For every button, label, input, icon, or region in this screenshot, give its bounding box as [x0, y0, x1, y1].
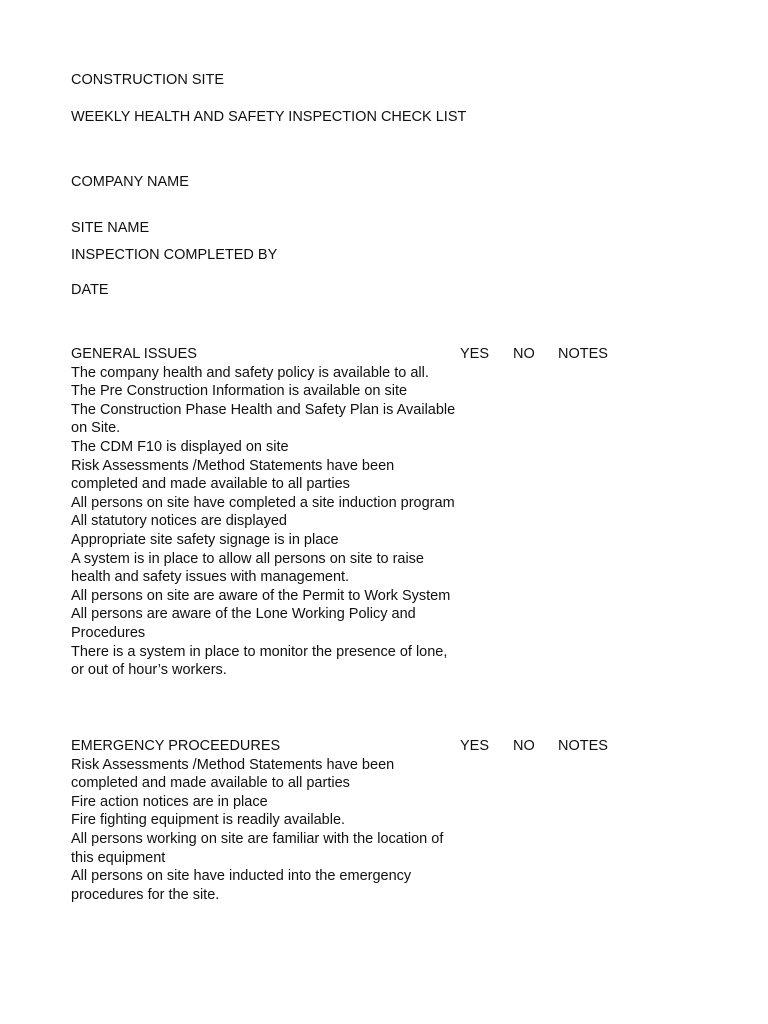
checklist-item: There is a system in place to monitor the presence of lone, or out of hour’s workers. [71, 643, 448, 679]
section-header [71, 345, 671, 364]
checklist-item: The Construction Phase Health and Safety Plan is Available on Site. [71, 401, 456, 437]
checklist-item: The company health and safety policy is available to all. [71, 364, 429, 381]
checklist-item: All persons working on site are familiar with the location of this equipment [71, 830, 444, 866]
section-header [71, 737, 671, 756]
section-emergency-procedures [71, 737, 671, 904]
checklist-item: Fire action notices are in place [71, 793, 268, 810]
checklist-item: Fire fighting equipment is readily available. [71, 812, 346, 829]
section-title: GENERAL ISSUES [71, 346, 197, 362]
yes-column-header: YES [460, 346, 490, 362]
notes-column-header: NOTES [558, 738, 608, 754]
no-column-header: NO [513, 346, 535, 362]
yes-column-header: YES [460, 738, 490, 754]
checklist-item: All persons on site are aware of the Permit to Work System [71, 587, 451, 604]
checklist-items [71, 756, 671, 905]
document-heading: CONSTRUCTION SITE [71, 72, 225, 88]
checklist-item: Risk Assessments /Method Statements have been completed and made available to all parties [71, 457, 395, 493]
section-title: EMERGENCY PROCEEDURES [71, 738, 281, 754]
checklist-item: Risk Assessments /Method Statements have been completed and made available to all parties [71, 756, 395, 792]
checklist-item: The Pre Construction Information is available on site [71, 383, 408, 400]
document-title: WEEKLY HEALTH AND SAFETY INSPECTION CHECK LIST [71, 109, 467, 125]
checklist-item: All persons on site have inducted into the emergency procedures for the site. [71, 868, 412, 903]
section-general-issues [71, 345, 671, 680]
checklist-item: A system is in place to allow all persons on site to raise health and safety issues with management. [71, 550, 424, 586]
document-page [71, 0, 671, 1024]
site-name-label: SITE NAME [71, 220, 150, 236]
checklist-items [71, 364, 671, 680]
checklist-item: All persons are aware of the Lone Working Policy and Procedures [71, 606, 416, 641]
checklist-item: Appropriate site safety signage is in place [71, 531, 339, 548]
checklist-item: The CDM F10 is displayed on site [71, 438, 289, 455]
company-name-label: COMPANY NAME [71, 174, 189, 190]
checklist-item: All statutory notices are displayed [71, 513, 287, 530]
date-label: DATE [71, 282, 109, 298]
no-column-header: NO [513, 738, 535, 754]
checklist-item: All persons on site have completed a site induction program [71, 494, 455, 511]
inspection-completed-by-label: INSPECTION COMPLETED BY [71, 247, 278, 263]
notes-column-header: NOTES [558, 346, 608, 362]
